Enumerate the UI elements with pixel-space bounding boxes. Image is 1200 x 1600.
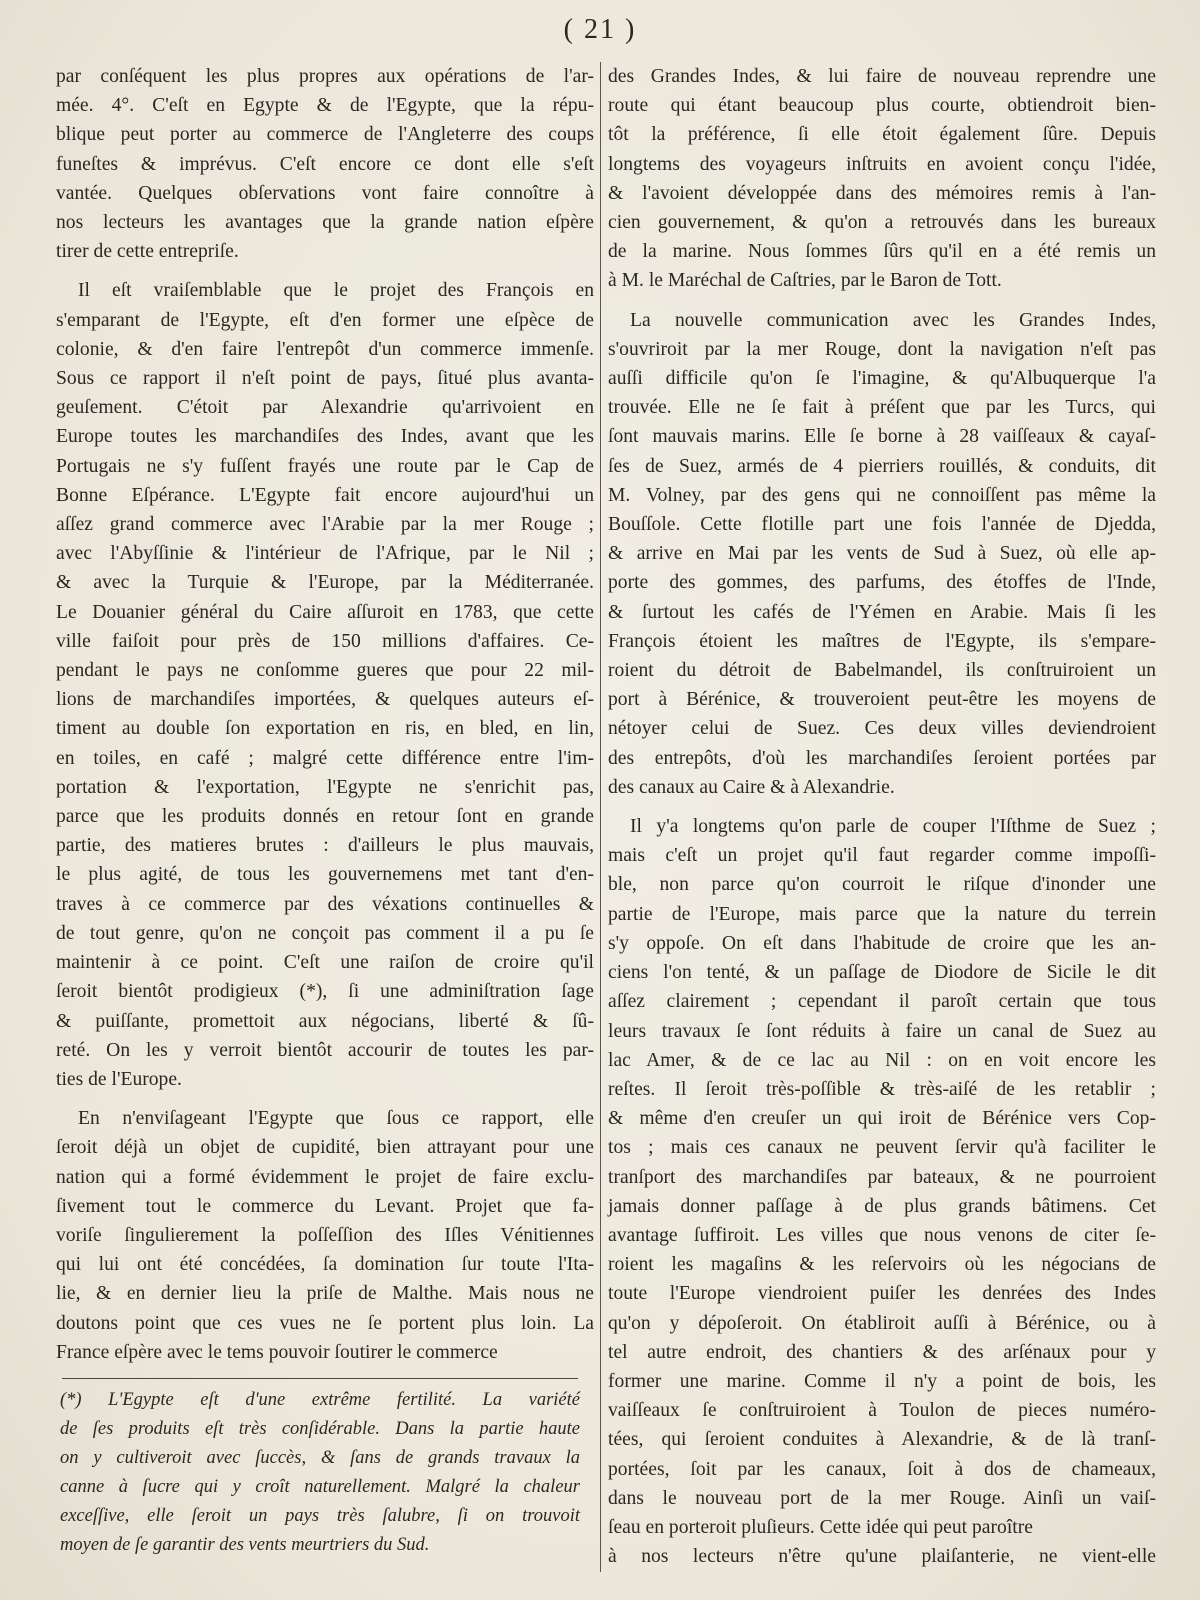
text-line: portation & l'exportation, l'Egypte ne s'enrichit pas, xyxy=(56,776,594,798)
text-line: ſivement tout le commerce du Levant. Projet que fa- xyxy=(56,1195,594,1217)
text-line: port à Bérénice, & trouveroient peut-être les moyens de xyxy=(608,689,1156,711)
text-line: lac Amer, & de ce lac au Nil : on en voit encore les xyxy=(608,1049,1156,1071)
footnote-rule xyxy=(62,1378,578,1379)
text-line: maintenir à ce point. C'eſt une raiſon de croire qu'il xyxy=(56,952,594,974)
text-line: Bouſſole. Cette flotille part une fois l'année de Djedda, xyxy=(608,514,1156,536)
text-line: voriſe ſingulierement la poſſeſſion des Iſles Vénitiennes xyxy=(56,1224,594,1246)
text-line: toute l'Europe viendroient puiſer les denrées des Indes xyxy=(608,1283,1156,1305)
text-line: qui lui ont été concédées, ſa domination ſur toute l'Ita- xyxy=(56,1254,594,1276)
text-line: lions de marchandiſes importées, & quelques auteurs eſ- xyxy=(56,689,594,711)
text-line: avec l'Abyſſinie & l'intérieur de l'Afrique, par le Nil ; xyxy=(56,543,594,565)
text-line: des canaux au Caire & à Alexandrie. xyxy=(608,776,895,798)
text-line: geuſement. C'étoit par Alexandrie qu'arrivoient en xyxy=(56,397,594,419)
text-line: doutons point que ces vues ne ſe portent plus loin. La xyxy=(56,1312,594,1334)
paragraph-gap xyxy=(608,802,1156,812)
text-line: cien gouvernement, & qu'on a retrouvés dans les bureaux xyxy=(608,212,1156,234)
footnote-line: de ſes produits eſt très conſidérable. Dans la partie haute xyxy=(60,1419,580,1439)
text-line: s'y oppoſe. On eſt dans l'habitude de croire que les an- xyxy=(608,932,1156,954)
text-line: & ſurtout les cafés de l'Yémen en Arabie. Mais ſi les xyxy=(608,601,1156,623)
text-line: former une marine. Comme il n'y a point de bois, les xyxy=(608,1370,1156,1392)
text-line: Europe toutes les marchandiſes des Indes, avant que les xyxy=(56,426,594,448)
text-line: par conſéquent les plus propres aux opérations de l'ar- xyxy=(56,66,594,87)
text-line: à M. le Maréchal de Caſtries, par le Baron de Tott. xyxy=(608,270,1002,292)
text-line: La nouvelle communication avec les Grandes Indes, xyxy=(630,309,1156,331)
text-line: ſeroit bientôt prodigieux (*), ſi une adminiſtration ſage xyxy=(56,981,594,1003)
text-line: ſes de Suez, armés de 4 pierriers rouillés, & conduits, dit xyxy=(608,455,1156,477)
footnote-line: exceſſive, elle ſeroit un pays très ſalubre, ſi on trouvoit xyxy=(60,1506,580,1526)
text-line: & avec la Turquie & l'Europe, par la Méditerranée. xyxy=(56,572,594,594)
text-line: ciens l'on tenté, & un paſſage de Diodore de Sicile le dit xyxy=(608,962,1156,984)
text-line: François étoient les maîtres de l'Egypte, ils s'empare- xyxy=(608,630,1156,652)
text-line: colonie, & d'en faire l'entrepôt d'un commerce immenſe. xyxy=(56,338,594,360)
footnote-line: on y cultiveroit avec ſuccès, & ſans de grands travaux la xyxy=(60,1448,580,1468)
text-line: ſont mauvais marins. Elle ſe borne à 28 vaiſſeaux & cayaſ- xyxy=(608,426,1156,448)
text-line: blique peut porter au commerce de l'Angleterre des coups xyxy=(56,124,594,146)
text-line: des entrepôts, d'où les marchandiſes ſeroient portées par xyxy=(608,747,1156,769)
text-line: tel autre endroit, des chantiers & des arſénaux pour y xyxy=(608,1341,1156,1363)
footnote-line: (*) L'Egypte eſt d'une extrême fertilité. La variété xyxy=(60,1390,580,1410)
text-line: à nos lecteurs n'être qu'une plaiſanterie, ne vient-elle xyxy=(608,1546,1156,1568)
text-line: dans le nouveau port de la mer Rouge. Ainſi un vaiſ- xyxy=(608,1487,1156,1509)
text-line: traves à ce commerce par des véxations continuelles & xyxy=(56,893,594,915)
text-line: aſſez clairement ; cependant il paroît certain que tous xyxy=(608,991,1156,1013)
text-line: reſtes. Il ſeroit très-poſſible & très-aiſé de les retablir ; xyxy=(608,1078,1156,1100)
text-line: partie, des matieres brutes : d'ailleurs le plus mauvais, xyxy=(56,835,594,857)
text-line: ble, non parce qu'on courroit le riſque d'inonder une xyxy=(608,874,1156,896)
text-line: & même d'en creuſer un qui iroit de Bérénice vers Cop- xyxy=(608,1108,1156,1130)
text-line: parce que les produits donnés en retour ſont en grande xyxy=(56,806,594,828)
text-line: mais c'eſt un projet qu'il faut regarder comme impoſſi- xyxy=(608,845,1156,867)
text-line: funeſtes & imprévus. C'eſt encore ce dont elle s'eſt xyxy=(56,153,594,175)
text-line: Bonne Eſpérance. L'Egypte fait encore aujourd'hui un xyxy=(56,484,594,506)
text-line: nos lecteurs les avantages que la grande nation eſpère xyxy=(56,212,594,234)
paragraph-gap xyxy=(608,296,1156,306)
text-line: tirer de cette entrepriſe. xyxy=(56,241,239,263)
text-line: Il eſt vraiſemblable que le projet des François en xyxy=(78,280,594,302)
text-line: France eſpère avec le tems pouvoir ſoutirer le commerce xyxy=(56,1341,498,1363)
text-line: jamais donner paſſage à de plus grands bâtimens. Cet xyxy=(608,1195,1156,1217)
text-line: ville faiſoit pour près de 150 millions d'affaires. Ce- xyxy=(56,630,594,652)
footnote-line: moyen de ſe garantir des vents meurtriers du Sud. xyxy=(60,1535,430,1555)
text-line: tos ; mais ces canaux ne peuvent ſervir qu'à faciliter le xyxy=(608,1137,1156,1159)
text-line: leurs travaux ſe ſont réduits à faire un canal de Suez au xyxy=(608,1020,1156,1042)
page-number: ( 21 ) xyxy=(563,14,637,45)
text-line: qu'on y dépoſeroit. On établiroit auſſi à Bérénice, ou à xyxy=(608,1312,1156,1334)
footnote-line: canne à ſucre qui y croît naturellement. Malgré la chaleur xyxy=(60,1477,580,1497)
footnote xyxy=(60,1386,580,1560)
paragraph-gap xyxy=(56,1094,594,1104)
text-line: roient du détroit de Babelmandel, ils conſtruiroient un xyxy=(608,660,1156,682)
column-divider xyxy=(600,62,601,1572)
text-line: ties de l'Europe. xyxy=(56,1068,182,1090)
text-line: s'ouvriroit par la mer Rouge, dont la navigation n'eſt pas xyxy=(608,338,1156,360)
text-line: tranſport des marchandiſes par bateaux, & ne pourroient xyxy=(608,1166,1156,1188)
text-line: de tout genre, qu'on ne conçoit pas comment il a pu ſe xyxy=(56,922,594,944)
text-line: ſeau en porteroit pluſieurs. Cette idée qui peut paroître xyxy=(608,1516,1033,1538)
text-line: nétoyer celui de Suez. Ces deux villes deviendroient xyxy=(608,718,1156,740)
text-line: mée. 4°. C'eſt en Egypte & de l'Egypte, que la répu- xyxy=(56,95,594,117)
text-line: vaiſſeaux ſe conſtruiroient à Toulon de pieces numéro- xyxy=(608,1400,1156,1422)
text-line: Il y'a longtems qu'on parle de couper l'Iſthme de Suez ; xyxy=(630,816,1156,838)
text-line: Sous ce rapport il n'eſt point de pays, ſitué plus avanta- xyxy=(56,368,594,390)
text-line: pendant le pays ne conſomme gueres que pour 22 mil- xyxy=(56,660,594,682)
text-line: vantée. Quelques obſervations vont faire connoître à xyxy=(56,182,594,204)
text-line: auſſi difficile qu'on ſe l'imagine, & qu'Albuquerque l'a xyxy=(608,368,1156,390)
text-line: M. Volney, par des gens qui ne connoiſſent pas même la xyxy=(608,484,1156,506)
text-line: le plus agité, de tous les gouvernemens met tant d'en- xyxy=(56,864,594,886)
text-line: route qui étant beaucoup plus courte, obtiendroit bien- xyxy=(608,95,1156,117)
text-line: roient les magaſins & les reſervoirs où les négocians de xyxy=(608,1254,1156,1276)
text-line: en toiles, en café ; malgré cette différence entre l'im- xyxy=(56,747,594,769)
text-line: timent au double ſon exportation en ris, en bled, en lin, xyxy=(56,718,594,740)
text-line: lie, & en dernier lieu la priſe de Malthe. Mais nous ne xyxy=(56,1283,594,1305)
text-line: longtems des voyageurs inſtruits en avoient conçu l'idée, xyxy=(608,153,1156,175)
text-line: nation qui a formé évidemment le projet de faire exclu- xyxy=(56,1166,594,1188)
text-line: reté. On les y verroit bientôt accourir de toutes les par- xyxy=(56,1039,594,1061)
text-line: En n'enviſageant l'Egypte que ſous ce rapport, elle xyxy=(78,1108,594,1130)
text-line: s'emparant de l'Egypte, eſt d'en former une eſpèce de xyxy=(56,309,594,331)
text-line: avantage ſuffiroit. Les villes que nous venons de citer ſe- xyxy=(608,1224,1156,1246)
left-text-column xyxy=(56,62,594,1367)
text-line: & arrive en Mai par les vents de Sud à Suez, où elle ap- xyxy=(608,543,1156,565)
text-line: tôt la préférence, ſi elle étoit également ſûre. Depuis xyxy=(608,124,1156,146)
text-line: porte des gommes, des parfums, des étoffes de l'Inde, xyxy=(608,572,1156,594)
text-line: trouvée. Elle ne ſe fait à préſent que par les Turcs, qui xyxy=(608,397,1156,419)
paragraph-gap xyxy=(56,266,594,276)
text-line: de la marine. Nous ſommes ſûrs qu'il en a été remis un xyxy=(608,241,1156,263)
text-line: partie de l'Europe, mais parce que la nature du terrein xyxy=(608,903,1156,925)
text-line: Le Douanier général du Caire aſſuroit en 1783, que cette xyxy=(56,601,594,623)
text-line: & puiſſante, promettoit aux négocians, liberté & ſû- xyxy=(56,1010,594,1032)
text-line: Portugais ne s'y fuſſent frayés une route par le Cap de xyxy=(56,455,594,477)
text-line: ſeroit déjà un objet de cupidité, bien attrayant pour une xyxy=(56,1137,594,1159)
text-line: des Grandes Indes, & lui faire de nouveau reprendre une xyxy=(608,66,1156,87)
text-line: aſſez grand commerce avec l'Arabie par la mer Rouge ; xyxy=(56,514,594,536)
text-line: & l'avoient développée dans des mémoires remis à l'an- xyxy=(608,182,1156,204)
text-line: portées, ſoit par les canaux, ſoit à dos de chameaux, xyxy=(608,1458,1156,1480)
right-text-column xyxy=(608,62,1156,1571)
text-line: tées, qui ſeroient conduites à Alexandrie, & de là tranſ- xyxy=(608,1429,1156,1451)
